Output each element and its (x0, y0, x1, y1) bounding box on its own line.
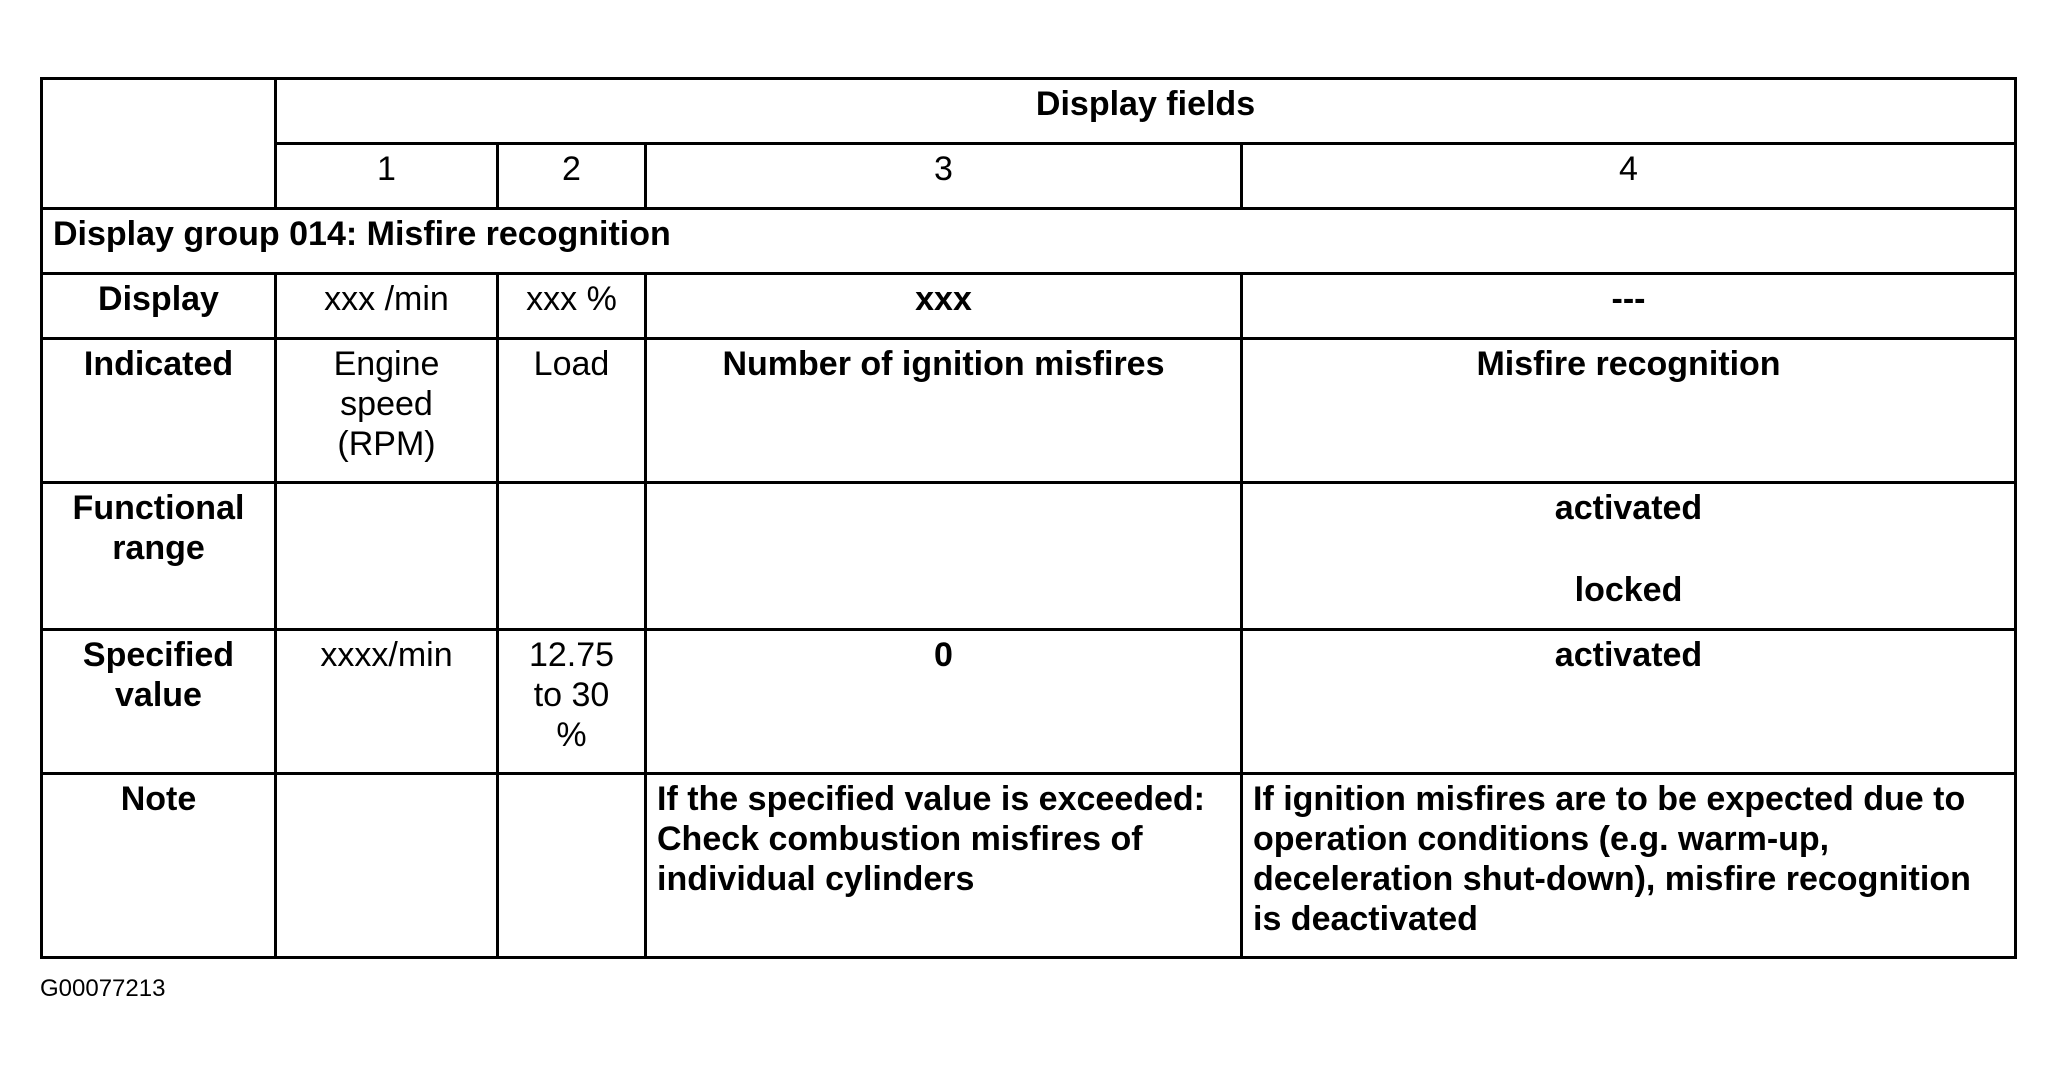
column-number-row (42, 144, 2016, 209)
functional-range-field-1 (276, 483, 498, 630)
note-field-3 (646, 774, 1242, 958)
note-line: If ignition misfires are to be expected due to (1253, 780, 1966, 818)
specified-value-field-2 (498, 630, 646, 774)
row-label-line: Functional (72, 489, 245, 527)
display-group-table (40, 77, 2017, 959)
column-number-3: 3 (646, 144, 1242, 209)
functional-range-field-3 (646, 483, 1242, 630)
specified-value-field-3: 0 (646, 630, 1242, 774)
display-row (42, 274, 2016, 339)
row-label-indicated: Indicated (42, 339, 276, 483)
indicated-field-1-line: (RPM) (337, 425, 436, 463)
row-label-note: Note (42, 774, 276, 958)
indicated-field-1-line: speed (340, 385, 433, 423)
note-field-4 (1242, 774, 2016, 958)
display-fields-title: Display fields (276, 79, 2016, 144)
column-number-2: 2 (498, 144, 646, 209)
note-row (42, 774, 2016, 958)
display-field-4: --- (1242, 274, 2016, 339)
functional-range-row (42, 483, 2016, 630)
note-field-2 (498, 774, 646, 958)
column-number-1: 1 (276, 144, 498, 209)
note-line: deceleration shut-down), misfire recognition (1253, 860, 1971, 898)
row-label-line: Specified (82, 636, 235, 674)
functional-range-value: locked (1574, 571, 1683, 609)
note-field-1 (276, 774, 498, 958)
indicated-field-2: Load (498, 339, 646, 483)
functional-range-field-4 (1242, 483, 2016, 630)
indicated-row (42, 339, 2016, 483)
display-field-2: xxx % (498, 274, 646, 339)
row-label-line: value (115, 676, 202, 714)
group-title-row (42, 209, 2016, 274)
row-label-line: range (112, 529, 205, 567)
specified-value-field-1: xxxx/min (276, 630, 498, 774)
functional-range-value: activated (1554, 489, 1703, 527)
specified-value-line: % (556, 716, 587, 754)
note-line: operation conditions (e.g. warm-up, (1253, 820, 1830, 858)
note-line: is deactivated (1253, 900, 1478, 938)
corner-cell (42, 79, 276, 209)
specified-value-field-4: activated (1242, 630, 2016, 774)
row-label-display: Display (42, 274, 276, 339)
note-line: Check combustion misfires of (657, 820, 1143, 858)
indicated-field-3: Number of ignition misfires (646, 339, 1242, 483)
indicated-field-1 (276, 339, 498, 483)
spacer (1243, 528, 2014, 570)
note-line: individual cylinders (657, 860, 975, 898)
note-line: If the specified value is exceeded: (657, 780, 1206, 818)
specified-value-row (42, 630, 2016, 774)
row-label-specified-value (42, 630, 276, 774)
header-row (42, 79, 2016, 144)
row-label-functional-range (42, 483, 276, 630)
specified-value-line: 12.75 (528, 636, 615, 674)
specified-value-line: to 30 (533, 676, 610, 714)
display-field-3: xxx (646, 274, 1242, 339)
display-field-1: xxx /min (276, 274, 498, 339)
column-number-4: 4 (1242, 144, 2016, 209)
indicated-field-1-line: Engine (333, 345, 440, 383)
functional-range-field-2 (498, 483, 646, 630)
indicated-field-4: Misfire recognition (1242, 339, 2016, 483)
group-title: Display group 014: Misfire recognition (42, 209, 2016, 274)
figure-id: G00077213 (40, 975, 166, 1002)
